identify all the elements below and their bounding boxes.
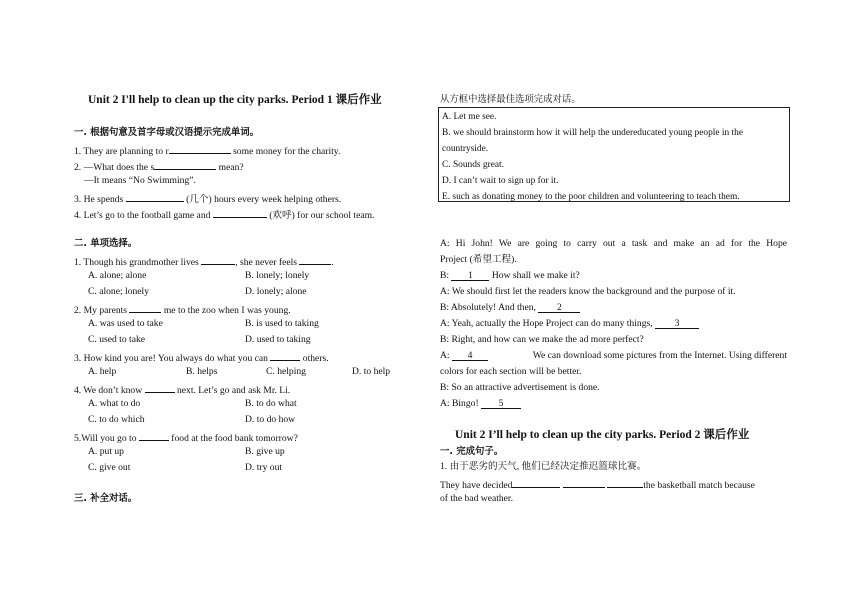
s2-q4-text: 4. We don’t know [74, 385, 145, 396]
dialogue-line-blank-2 [440, 302, 580, 314]
s1-q2-text: 2. —What does the s [74, 162, 155, 173]
option[interactable]: C. give out [88, 462, 131, 473]
box-option: countryside. [442, 144, 489, 154]
dialogue-line-blank-3 [440, 318, 699, 330]
blank[interactable] [607, 477, 643, 488]
dialogue-blank[interactable]: 1 [451, 270, 489, 281]
s1-q2-text-end: mean? [216, 162, 244, 173]
s2-question-1 [74, 254, 334, 269]
s2-q2-text-end: me to the zoo when I was young. [161, 305, 291, 316]
option[interactable]: D. to help [352, 366, 391, 377]
p2-q1-text: They have decided [440, 480, 513, 491]
dialogue-text: B: [440, 270, 452, 281]
section3-heading: 三. 补全对话。 [74, 493, 138, 504]
blank[interactable] [154, 159, 216, 170]
option[interactable]: A. put up [88, 446, 124, 457]
p2-question-1-cont: of the bad weather. [440, 493, 513, 504]
s2-q5-text: 5.Will you go to [74, 433, 139, 444]
page-title-period2: Unit 2 I’ll help to clean up the city parks. Period 2 课后作业 [455, 429, 750, 441]
dialogue-line: B: Right, and how can we make the ad more perfect? [440, 334, 644, 345]
section1-heading: 一. 根据句意及首字母或汉语提示完成单词。 [74, 127, 259, 138]
s1-question-2-answer: —It means “No Swimming”. [84, 175, 196, 186]
dialogue-fragment [440, 350, 488, 362]
s1-q4-text: 4. Let’s go to the football game and [74, 210, 213, 221]
option[interactable]: B. is used to taking [245, 318, 319, 329]
blank[interactable] [512, 477, 560, 488]
s2-q2-text: 2. My parents [74, 305, 130, 316]
option[interactable]: D. to do how [245, 414, 296, 425]
dialogue-line-blank-4 [440, 350, 787, 362]
dialogue-text: B: Absolutely! And then, [440, 302, 539, 313]
s1-q1-text: 1. They are planning to r [74, 146, 169, 157]
box-option: D. I can’t wait to sign up for it. [442, 176, 559, 186]
dialogue-text: How shall we make it? [489, 270, 580, 281]
page-title-period1: Unit 2 I'll help to clean up the city parks. Period 1 课后作业 [88, 94, 382, 106]
blank[interactable] [213, 207, 267, 218]
blank[interactable] [299, 254, 331, 265]
dialogue-text: A: [440, 350, 452, 361]
option[interactable]: A. alone; alone [88, 270, 147, 281]
option[interactable]: C. helping [266, 366, 306, 377]
s2-q1-text: 1. Though his grandmother lives [74, 257, 202, 268]
dialogue-text: A: Yeah, actually the Hope Project can do many things, [440, 318, 656, 329]
box-option: A. Let me see. [442, 112, 497, 122]
dialogue-text: We can download some pictures from the Internet. Using different [532, 350, 787, 361]
s2-q3-text: 3. How kind you are! You always do what you can [74, 353, 271, 364]
box-option: E. such as donating money to the poor children and volunteering to teach them. [442, 192, 740, 202]
option[interactable]: C. to do which [88, 414, 145, 425]
section2-heading: 二. 单项选择。 [74, 238, 138, 249]
dialogue-blank[interactable]: 3 [655, 318, 699, 329]
s2-q1-text-mid: , she never feels [235, 257, 300, 268]
blank[interactable] [126, 191, 184, 202]
dialogue-blank[interactable]: 5 [481, 398, 521, 409]
option[interactable]: B. to do what [245, 398, 297, 409]
dialogue-line: B: So an attractive advertisement is done. [440, 382, 600, 393]
option[interactable]: A. was used to take [88, 318, 163, 329]
s1-q3-text-end: (几个) hours every week helping others. [183, 194, 342, 205]
dialogue-text: A: Bingo! [440, 398, 482, 409]
s2-q1-text-end: . [331, 257, 334, 268]
dialogue-line-blank-5 [440, 398, 521, 410]
s2-q3-text-end: others. [300, 353, 329, 364]
option[interactable]: D. lonely; alone [245, 286, 307, 297]
p2-section1-heading: 一. 完成句子。 [440, 446, 504, 457]
option[interactable]: A. help [88, 366, 117, 377]
p2-q1-text-end: the basketball match because [643, 480, 755, 491]
s1-q1-text-end: some money for the charity. [230, 146, 341, 157]
blank[interactable] [270, 350, 300, 361]
option[interactable]: A. what to do [88, 398, 141, 409]
s1-q3-text: 3. He spends [74, 194, 126, 205]
option[interactable]: B. helps [186, 366, 218, 377]
dialogue-line: A: We should first let the readers know the background and the purpose of it. [440, 286, 736, 297]
blank[interactable] [169, 143, 231, 154]
s2-question-5 [74, 430, 298, 445]
s2-question-4 [74, 382, 290, 397]
option[interactable]: D. try out [245, 462, 283, 473]
dialogue-line: Project (希望工程). [440, 254, 517, 265]
s2-q5-text-end: food at the food bank tomorrow? [168, 433, 298, 444]
blank[interactable] [129, 302, 161, 313]
dialogue-blank[interactable]: 4 [452, 350, 488, 361]
option[interactable]: C. used to take [88, 334, 146, 345]
s2-question-2 [74, 302, 291, 317]
box-option: B. we should brainstorm how it will help the undereducated young people in the [442, 128, 743, 138]
option[interactable]: C. alone; lonely [88, 286, 150, 297]
p2-question-1-english [440, 477, 755, 492]
box-option: C. Sounds great. [442, 160, 504, 170]
blank[interactable] [145, 382, 175, 393]
dialogue-blank[interactable]: 2 [538, 302, 580, 313]
dialogue-line: A: Hi John! We are going to carry out a task and make an ad for the Hope [440, 238, 787, 249]
p2-question-1-chinese: 1. 由于恶劣的天气, 他们已经决定推迟篮球比赛。 [440, 461, 647, 472]
option[interactable]: D. used to taking [245, 334, 311, 345]
option[interactable]: B. lonely; lonely [245, 270, 310, 281]
s2-q4-text-end: next. Let’s go and ask Mr. Li. [174, 385, 291, 396]
dialogue-line: colors for each section will be better. [440, 366, 582, 377]
dialogue-line-blank-1 [440, 270, 580, 282]
blank[interactable] [201, 254, 235, 265]
s2-question-3 [74, 350, 329, 365]
s1-question-3 [74, 191, 341, 206]
box-instruction: 从方框中选择最佳选项完成对话。 [440, 95, 581, 105]
s1-question-4 [74, 207, 374, 222]
option[interactable]: B. give up [245, 446, 285, 457]
s1-q4-text-end: (欢呼) for our school team. [266, 210, 375, 221]
s1-question-2 [74, 159, 244, 174]
blank[interactable] [563, 477, 605, 488]
blank[interactable] [139, 430, 169, 441]
s1-question-1 [74, 143, 340, 158]
options-box [438, 107, 790, 202]
